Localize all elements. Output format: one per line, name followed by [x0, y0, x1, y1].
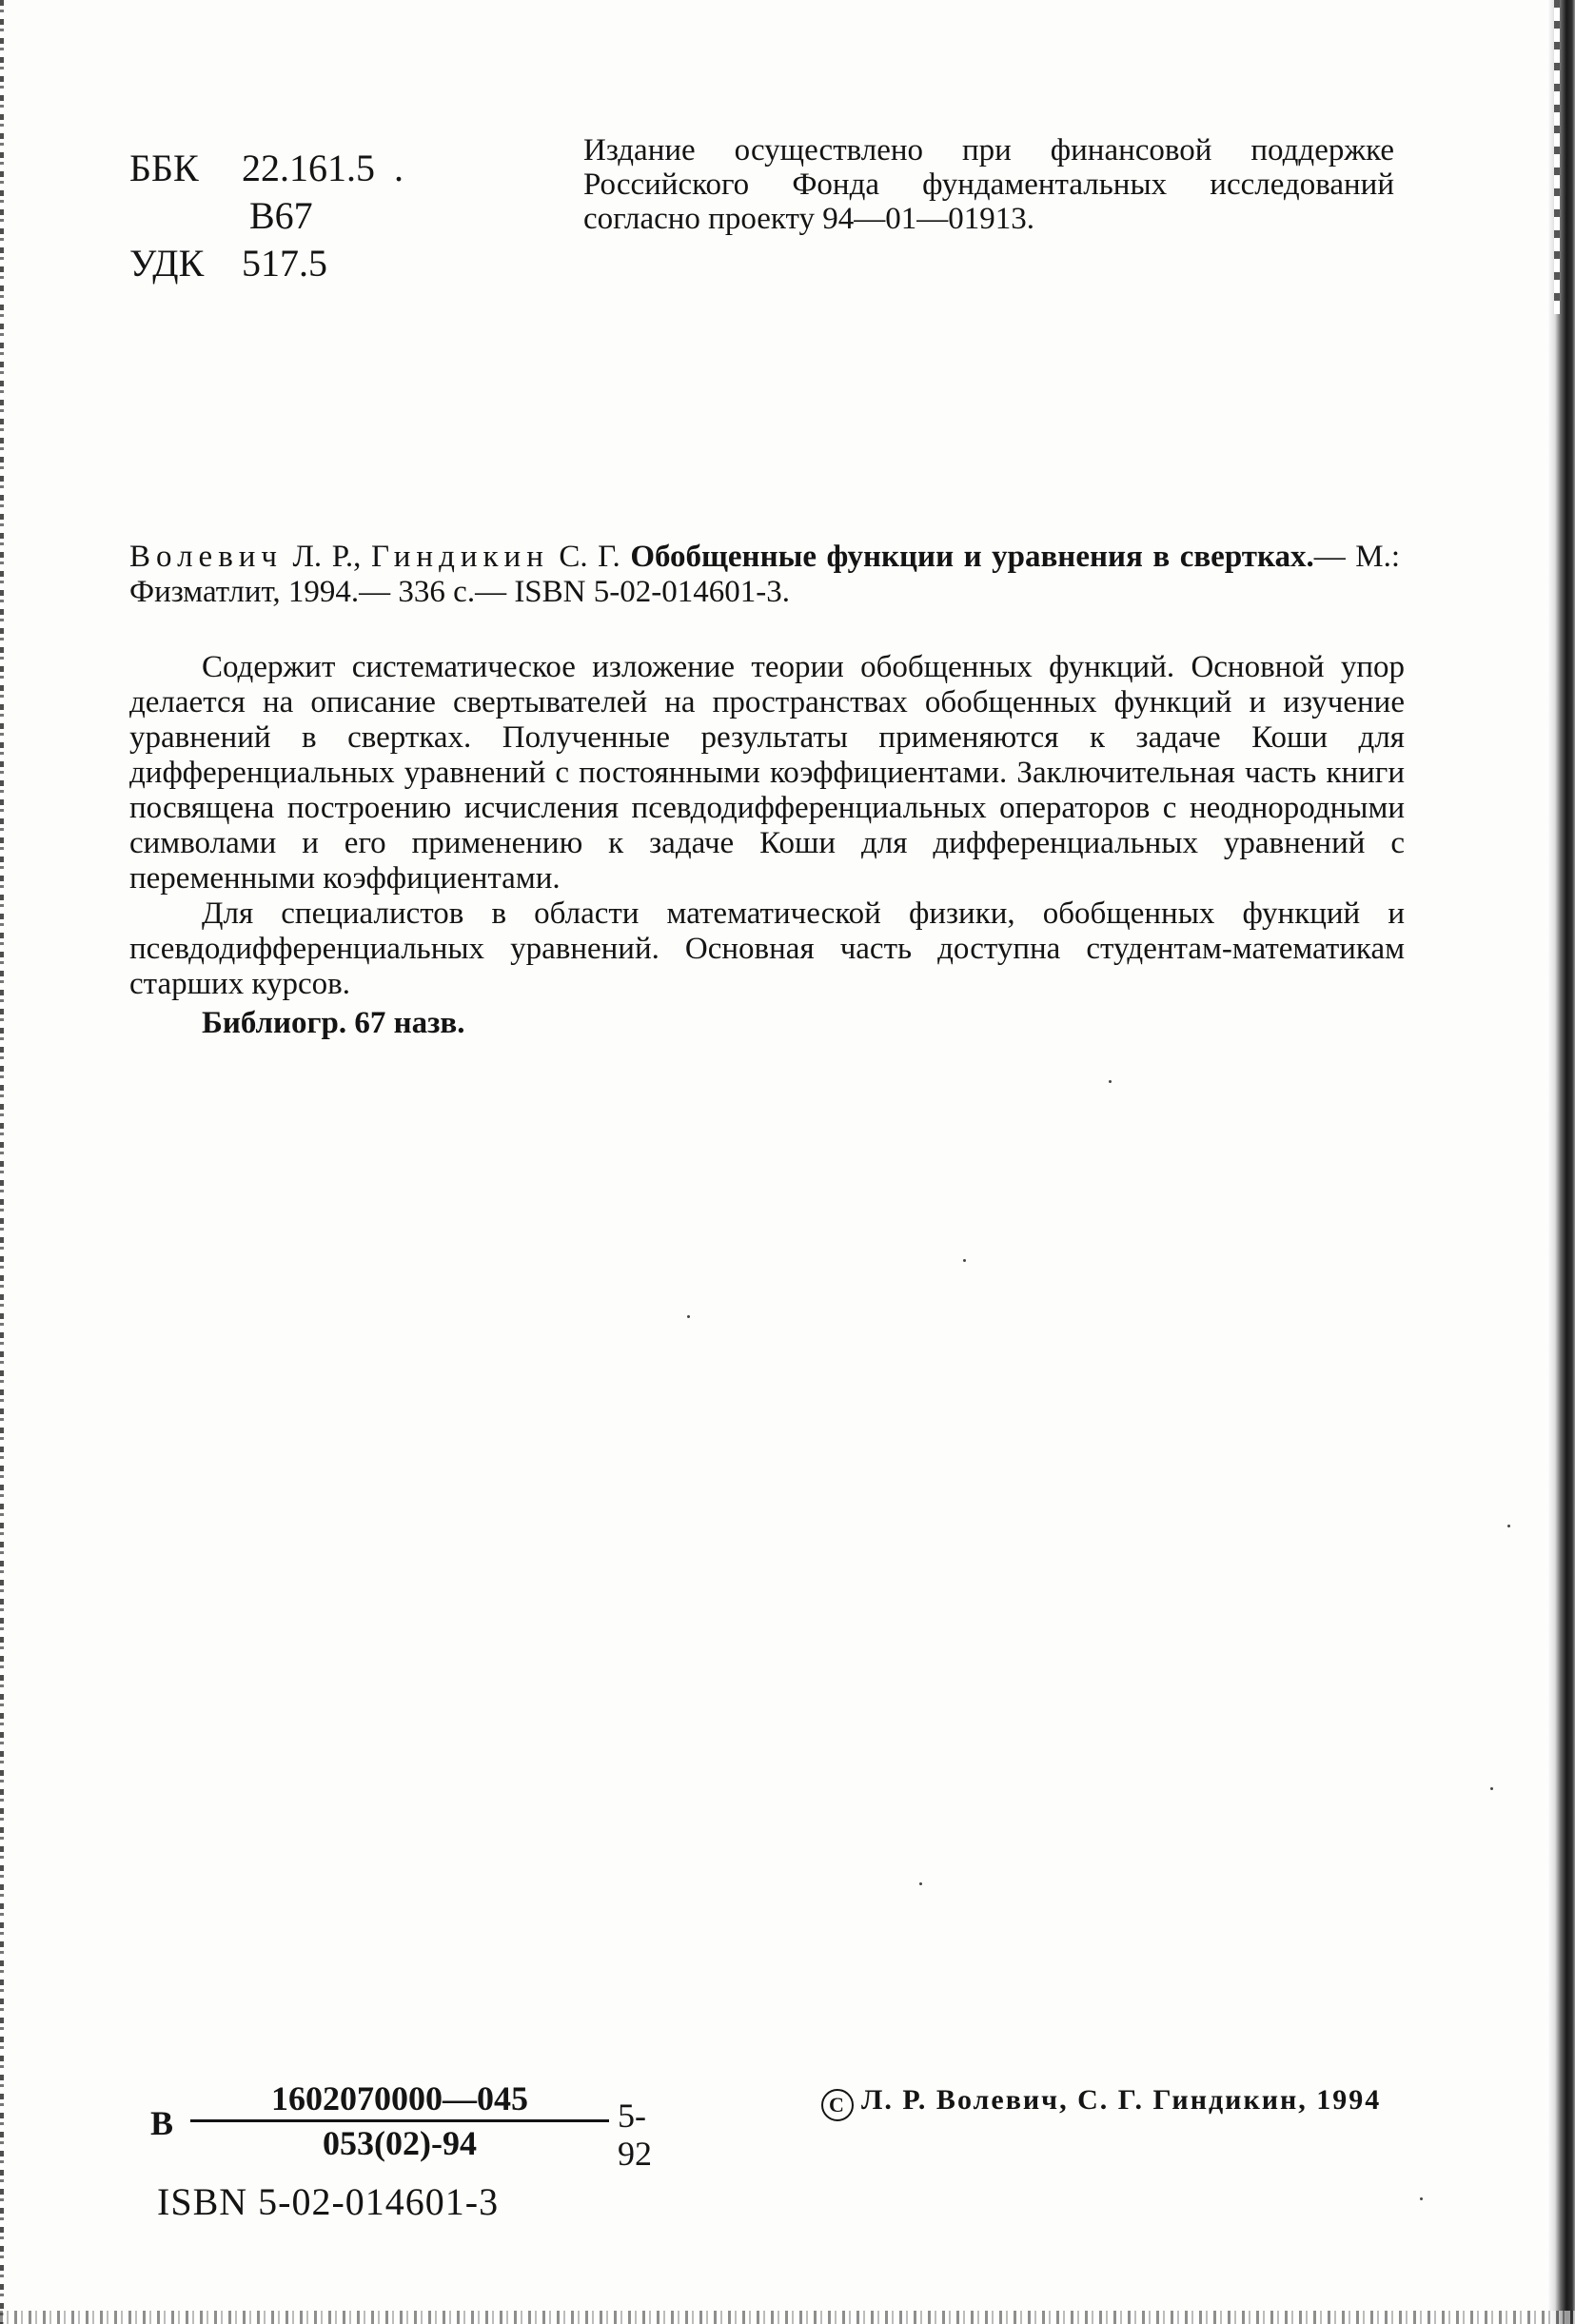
bbk-label: ББК — [129, 147, 199, 189]
abstract — [129, 650, 1405, 1041]
scan-speck — [1420, 2197, 1423, 2200]
author-volevich: Волевич — [129, 540, 284, 574]
scan-edge-left — [0, 0, 4, 2324]
publisher-code-suffix: 5-92 — [618, 2097, 652, 2173]
classification-block — [129, 145, 404, 287]
author-gindikin: Гиндикин — [370, 540, 549, 574]
copyright-text: Л. Р. Волевич, С. Г. Гиндикин, 1994 — [861, 2084, 1382, 2116]
abstract-paragraph-audience: Для специалистов в области математической физики, обобщенных функций и псевдодифференциальных уравнений. Основная часть доступна студентам-математикам старших курсов. — [129, 896, 1405, 1001]
scan-edge-bottom — [0, 2311, 1575, 2324]
bibliography-count: Библиогр. 67 назв. — [202, 1006, 465, 1040]
udk-label: УДК — [129, 242, 205, 285]
funding-note: Издание осуществлено при финансовой поддержке Российского Фонда фундаментальных исследований согласно проекту 94—01—01913. — [583, 133, 1394, 236]
publisher-code-denominator: 053(02)-94 — [323, 2124, 477, 2162]
publisher-code-letter: В — [150, 2104, 174, 2142]
author-gindikin-initials: С. Г. — [548, 540, 631, 574]
bibliographic-citation — [129, 540, 1400, 610]
udk-row — [129, 240, 404, 287]
publisher-code-numerator: 1602070000—045 — [190, 2079, 609, 2122]
author-volevich-initials: Л. Р., — [283, 540, 371, 574]
bbk-value: 22.161.5 . — [242, 147, 404, 189]
publisher-code-fraction — [190, 2079, 609, 2162]
scan-edge-right — [1547, 0, 1575, 2324]
scan-speck — [1507, 1525, 1510, 1527]
scan-speck — [919, 1882, 922, 1885]
copyright-line — [821, 2084, 1381, 2121]
author-mark: В67 — [249, 194, 313, 237]
scan-speck — [1109, 1080, 1112, 1083]
abstract-paragraph-contents: Содержит систематическое изложение теории обобщенных функций. Основной упор делается на описание свертывателей на пространствах обобщенных функций и изучение уравнений в свертках. Полученные результаты применяются к задаче Коши для дифференциальных уравнений с постоянными коэффициентами. Заключительная часть книги посвящена построению исчисления псевдодифференциальных операторов с неоднородными символами и его применению к задаче Коши для дифференциальных уравнений с переменными коэффициентами. — [129, 650, 1405, 896]
scan-speck — [963, 1259, 966, 1262]
bbk-row — [129, 145, 404, 192]
scan-speck — [687, 1315, 690, 1318]
scan-edge-right-stripe — [1554, 0, 1560, 314]
book-title: Обобщенные функции и уравнения в свертках. — [630, 540, 1314, 574]
copyright-icon: C — [821, 2089, 854, 2121]
udk-value: 517.5 — [242, 242, 327, 285]
imprint-details: — М.: Физматлит, 1994.— 336 с.— ISBN 5-02-014601-3. — [129, 540, 1400, 609]
scan-speck — [1490, 1787, 1493, 1790]
isbn-line: ISBN 5-02-014601-3 — [157, 2180, 500, 2223]
